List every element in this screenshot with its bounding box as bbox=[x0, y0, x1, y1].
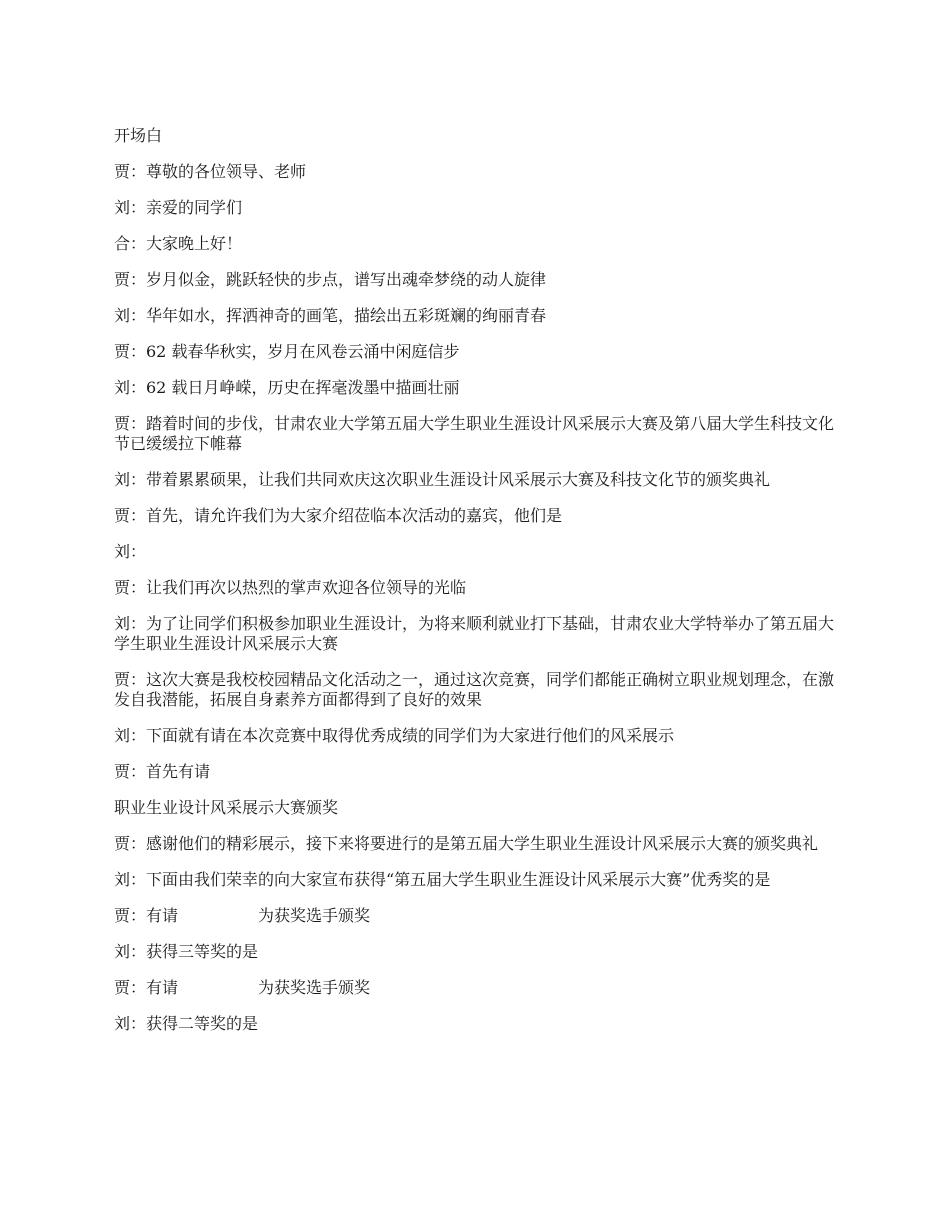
script-line: 贾：有请 为获奖选手颁奖 bbox=[114, 906, 371, 925]
script-line: 贾：岁月似金，跳跃轻快的步点，谱写出魂牵梦绕的动人旋律 bbox=[114, 270, 547, 289]
script-line: 贾：62 载春华秋实，岁月在风卷云涌中闲庭信步 bbox=[114, 342, 460, 361]
script-line: 贾：尊敬的各位领导、老师 bbox=[114, 162, 307, 181]
script-line: 刘：62 载日月峥嵘，历史在挥毫泼墨中描画壮丽 bbox=[114, 378, 460, 397]
script-line: 贾：有请 为获奖选手颁奖 bbox=[114, 978, 371, 997]
script-line: 贾：让我们再次以热烈的掌声欢迎各位领导的光临 bbox=[114, 578, 467, 597]
script-line: 刘：为了让同学们积极参加职业生涯设计，为将来顺利就业打下基础，甘肃农业大学特举办了第五届大学生职业生涯设计风采展示大赛 bbox=[114, 614, 835, 653]
document-body bbox=[114, 126, 844, 1050]
script-line: 刘：获得二等奖的是 bbox=[114, 1014, 259, 1033]
script-line: 刘： bbox=[114, 542, 147, 561]
script-line: 贾：感谢他们的精彩展示，接下来将要进行的是第五届大学生职业生涯设计风采展示大赛的颁奖典礼 bbox=[114, 834, 819, 853]
script-line: 刘：华年如水，挥洒神奇的画笔，描绘出五彩斑斓的绚丽青春 bbox=[114, 306, 547, 325]
script-line: 贾：踏着时间的步伐，甘肃农业大学第五届大学生职业生涯设计风采展示大赛及第八届大学生科技文化节已缓缓拉下帷幕 bbox=[114, 414, 835, 453]
script-line: 贾：首先，请允许我们为大家介绍莅临本次活动的嘉宾，他们是 bbox=[114, 506, 563, 525]
script-line: 刘：下面就有请在本次竞赛中取得优秀成绩的同学们为大家进行他们的风采展示 bbox=[114, 726, 675, 745]
script-line: 刘：带着累累硕果，让我们共同欢庆这次职业生涯设计风采展示大赛及科技文化节的颁奖典礼 bbox=[114, 470, 771, 489]
script-line: 刘：获得三等奖的是 bbox=[114, 942, 259, 961]
script-line: 贾：首先有请 bbox=[114, 762, 211, 781]
script-line: 合：大家晚上好！ bbox=[114, 234, 243, 253]
section-heading-opening: 开场白 bbox=[114, 126, 163, 145]
script-line: 刘：下面由我们荣幸的向大家宣布获得“第五届大学生职业生涯设计风采展示大赛”优秀奖的是 bbox=[114, 870, 771, 889]
script-line: 贾：这次大赛是我校校园精品文化活动之一，通过这次竞赛，同学们都能正确树立职业规划理念，在激发自我潜能，拓展自身素养方面都得到了良好的效果 bbox=[114, 670, 835, 709]
section-heading-awards: 职业生业设计风采展示大赛颁奖 bbox=[114, 798, 339, 817]
script-line: 刘：亲爱的同学们 bbox=[114, 198, 243, 217]
